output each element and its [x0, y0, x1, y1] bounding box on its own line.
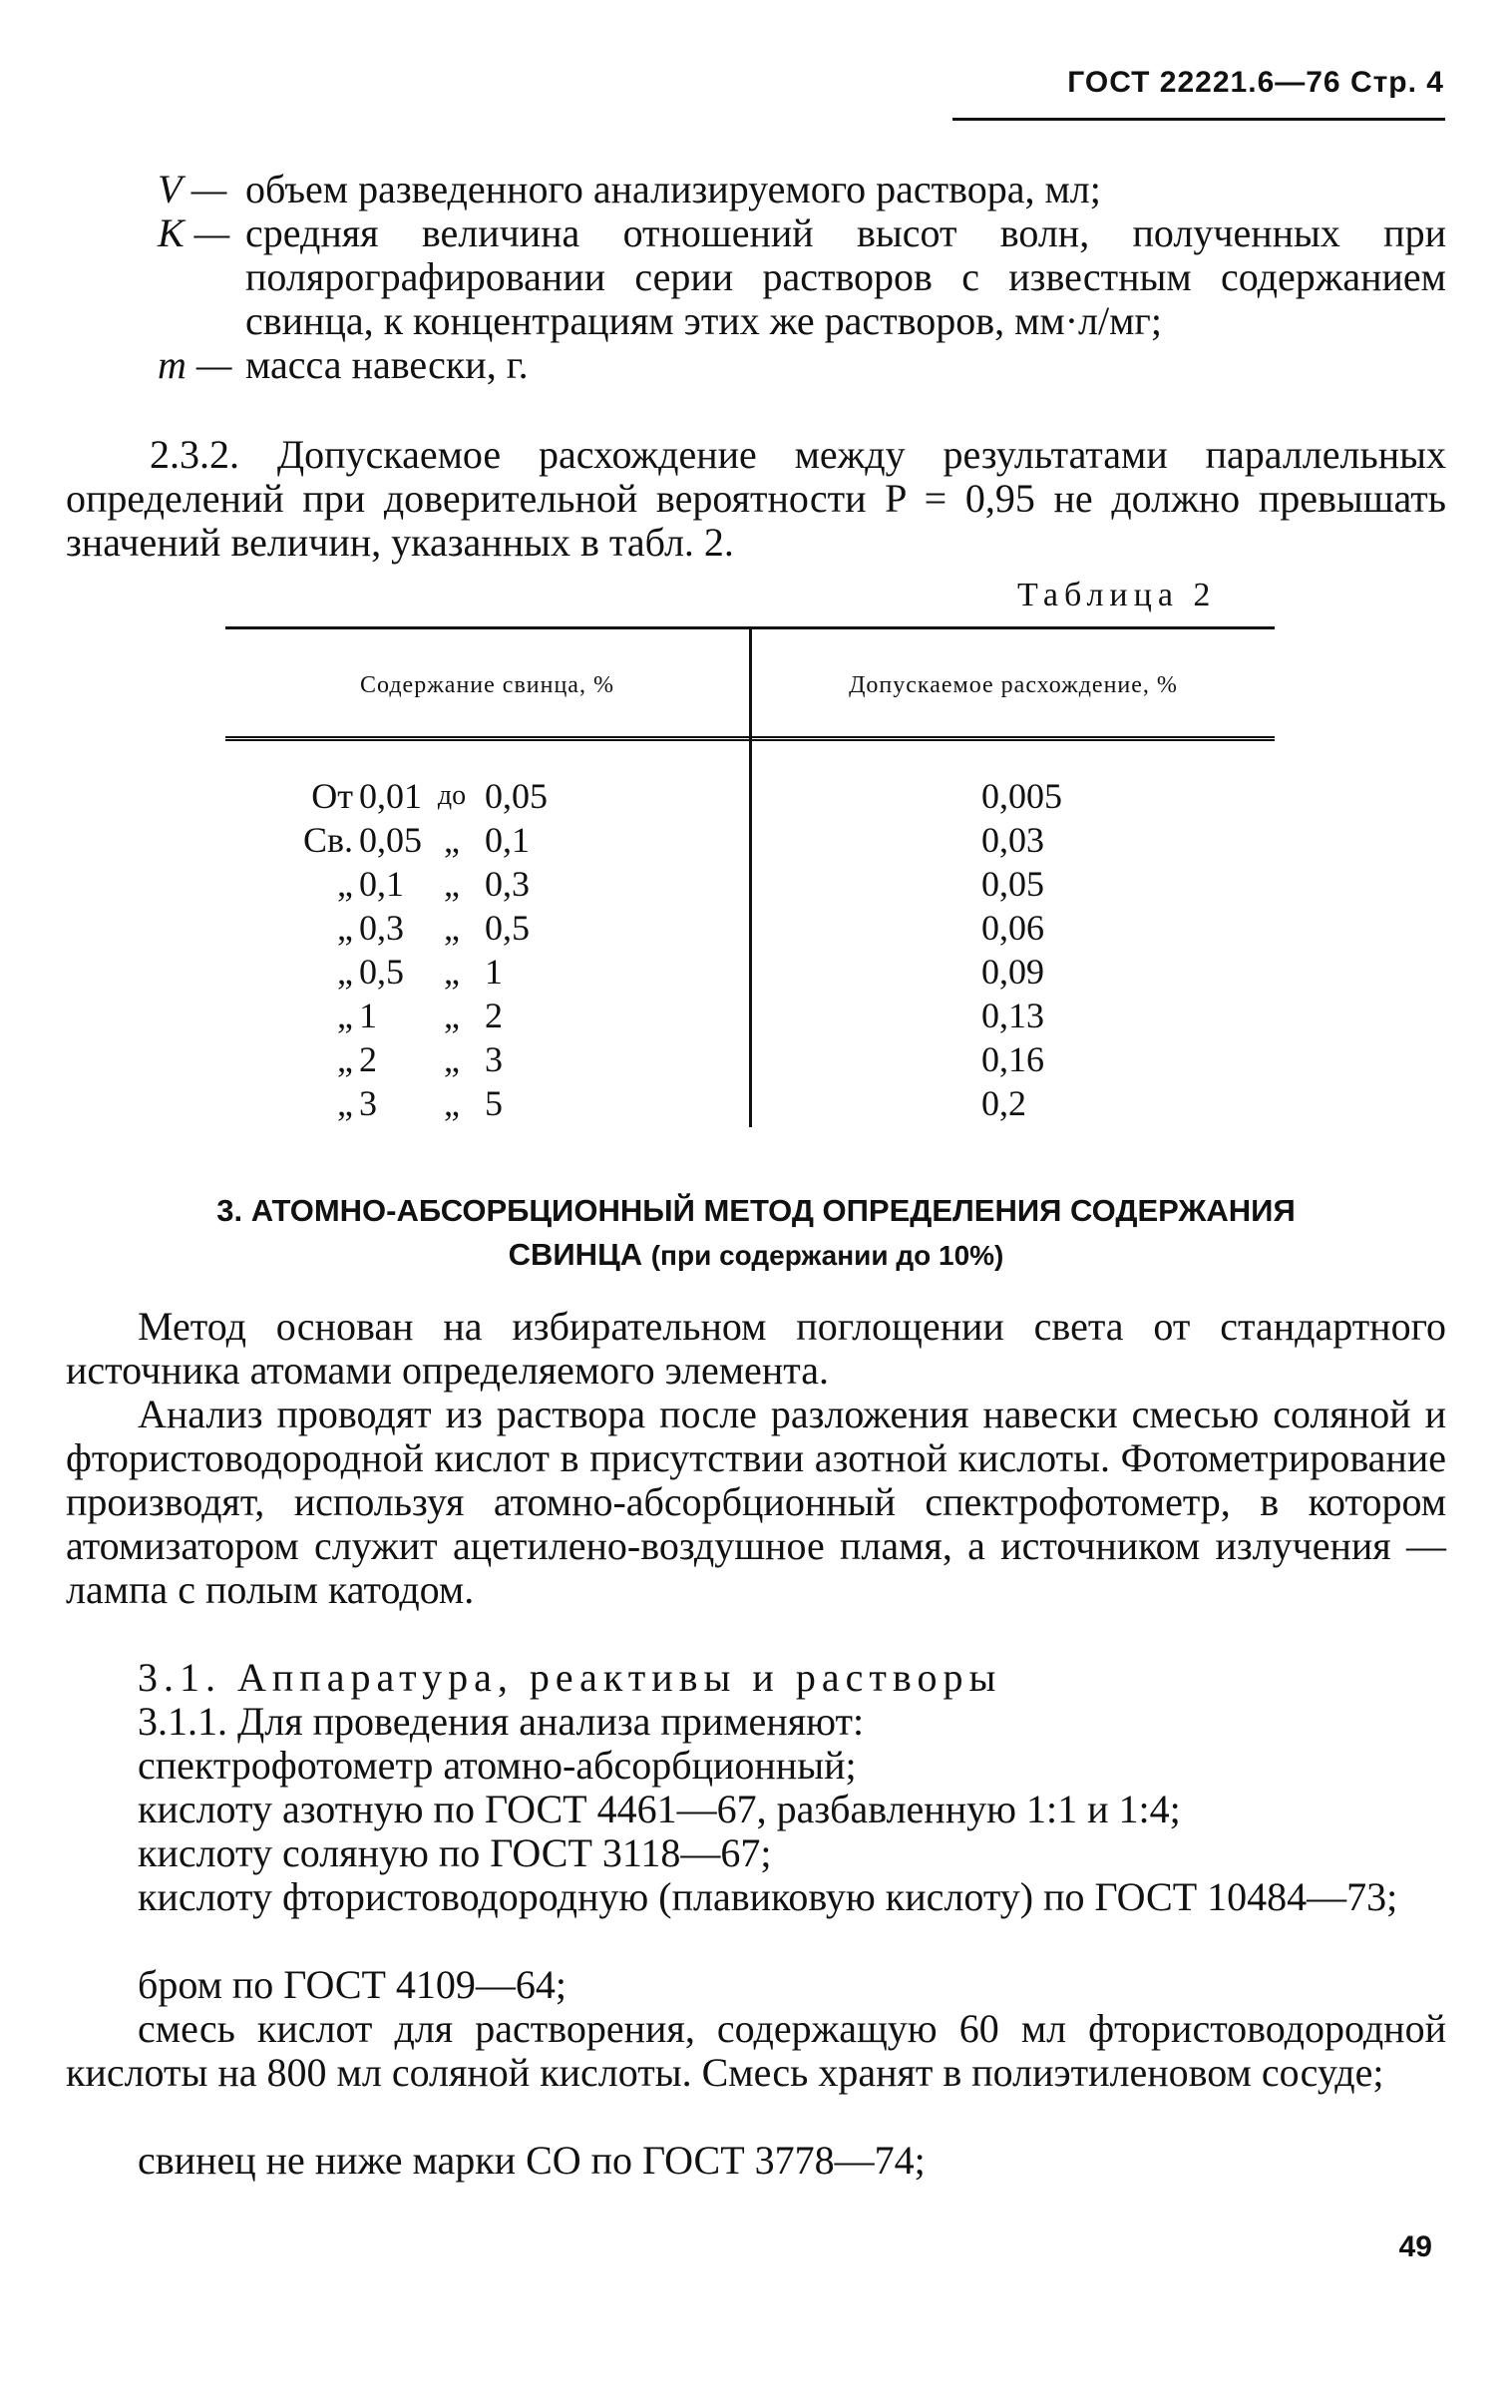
definition-symbol: m —	[158, 342, 232, 387]
range-prefix: От	[311, 776, 353, 816]
tolerance-value: 0,2	[981, 1083, 1026, 1123]
list-item: бром по ГОСТ 4109—64;	[138, 1962, 567, 2007]
range-separator: „	[444, 996, 460, 1035]
table-row	[261, 818, 740, 862]
paragraph-analysis: Анализ проводят из раствора после разложения навески смесью соляной и фтористоводородной кислот в присутствии азотной кислоты. Фотометрирование производят, используя атомно-абсорбционный спектрофотометр, в котором атомизатором служит ацетилено-воздушное пламя, а источником излучения — лампа с полым катодом.	[66, 1392, 1446, 1612]
table-header-lead-content: Содержание свинца, %	[360, 672, 614, 698]
heading-main-word: СВИНЦА	[508, 1237, 643, 1272]
range-to: 0,05	[485, 776, 548, 816]
range-prefix: „	[337, 952, 353, 992]
range-separator: „	[444, 952, 460, 992]
tolerance-value: 0,03	[981, 820, 1044, 860]
range-prefix: „	[337, 864, 353, 904]
table-row	[261, 1081, 740, 1125]
range-from: 1	[359, 996, 377, 1035]
range-to: 0,5	[485, 908, 530, 948]
range-from: 0,5	[359, 952, 404, 992]
range-separator: „	[444, 1039, 460, 1079]
table-row	[261, 950, 740, 994]
range-separator: „	[444, 820, 460, 860]
range-separator: до	[437, 780, 467, 811]
tolerance-table	[225, 626, 1275, 1127]
range-to: 0,3	[485, 864, 530, 904]
tolerance-value: 0,005	[981, 776, 1062, 816]
range-prefix: „	[337, 908, 353, 948]
paragraph-2-3-2: 2.3.2. Допускаемое расхождение между результатами параллельных определений при доверительной вероятности P = 0,95 не должно превышать значений величин, указанных в табл. 2.	[66, 432, 1446, 565]
table-header-tolerance: Допускаемое расхождение, %	[849, 672, 1178, 698]
tolerance-value: 0,13	[981, 996, 1044, 1035]
table-row	[261, 1037, 740, 1081]
list-item: свинец не ниже марки СО по ГОСТ 3778—74;	[138, 2138, 926, 2183]
table-column-divider	[749, 626, 752, 1127]
subsection-3-1-1-intro: 3.1.1. Для проведения анализа применяют:	[138, 1699, 865, 1744]
tolerance-value: 0,05	[981, 864, 1044, 904]
definition-text: масса навески, г.	[245, 342, 529, 387]
definition-symbol: K —	[158, 210, 230, 255]
definition-symbol: V —	[158, 167, 227, 211]
range-to: 5	[485, 1083, 503, 1123]
section-3-heading-continued	[66, 1233, 1446, 1278]
range-from: 0,01	[359, 776, 422, 816]
range-to: 0,1	[485, 820, 530, 860]
range-to: 1	[485, 952, 503, 992]
range-prefix: „	[337, 996, 353, 1035]
table-row	[261, 862, 740, 906]
table-row	[261, 774, 740, 818]
tolerance-value: 0,06	[981, 908, 1044, 948]
table-column-lead-content	[261, 774, 740, 1125]
page-header: ГОСТ 22221.6—76 Стр. 4	[1067, 66, 1444, 99]
range-from: 2	[359, 1039, 377, 1079]
range-prefix: Св.	[302, 820, 353, 860]
list-item: кислоту фтористоводородную (плавиковую кислоту) по ГОСТ 10484—73;	[138, 1874, 1398, 1919]
page-number: 49	[1398, 2230, 1432, 2263]
definitions-list	[66, 168, 1446, 387]
definition-item	[66, 211, 1446, 343]
range-separator: „	[444, 908, 460, 948]
section-3-heading: 3. АТОМНО-АБСОРБЦИОННЫЙ МЕТОД ОПРЕДЕЛЕНИЯ СОДЕРЖАНИЯ	[216, 1193, 1296, 1228]
tolerance-value: 0,16	[981, 1039, 1044, 1079]
list-item: спектрофотометр атомно-абсорбционный;	[138, 1743, 857, 1788]
range-to: 3	[485, 1039, 503, 1079]
heading-parenthetical: (при содержании до 10%)	[650, 1240, 1004, 1271]
range-separator: „	[444, 1083, 460, 1123]
definition-item	[66, 343, 1446, 387]
list-item: кислоту азотную по ГОСТ 4461—67, разбавленную 1:1 и 1:4;	[138, 1787, 1181, 1831]
definition-text: средняя величина отношений высот волн, полученных при полярографировании серии растворов с известным содержанием свинца, к концентрациям этих же растворов, мм·л/мг;	[245, 210, 1446, 343]
range-to: 2	[485, 996, 503, 1035]
definition-item	[66, 168, 1446, 211]
range-from: 0,05	[359, 820, 422, 860]
subsection-3-1-title: 3.1. Аппаратура, реактивы и растворы	[138, 1655, 1002, 1700]
list-item: смесь кислот для растворения, содержащую 60 мл фтористоводородной кислоты на 800 мл соляной кислоты. Смесь хранят в полиэтиленовом сосуде;	[66, 2006, 1446, 2095]
table-row	[261, 994, 740, 1037]
table-column-tolerance	[981, 774, 1181, 1125]
range-prefix: „	[337, 1039, 353, 1079]
paragraph-method: Метод основан на избирательном поглощении света от стандартного источника атомами определяемого элемента.	[66, 1304, 1446, 1393]
table-caption: Таблица 2	[1017, 577, 1217, 613]
list-item: кислоту соляную по ГОСТ 3118—67;	[138, 1830, 772, 1875]
range-from: 0,1	[359, 864, 404, 904]
header-rule	[952, 118, 1445, 121]
range-separator: „	[444, 864, 460, 904]
definition-text: объем разведенного анализируемого раствора, мл;	[245, 167, 1101, 211]
range-from: 3	[359, 1083, 377, 1123]
range-prefix: „	[337, 1083, 353, 1123]
table-row	[261, 906, 740, 950]
tolerance-value: 0,09	[981, 952, 1044, 992]
range-from: 0,3	[359, 908, 404, 948]
